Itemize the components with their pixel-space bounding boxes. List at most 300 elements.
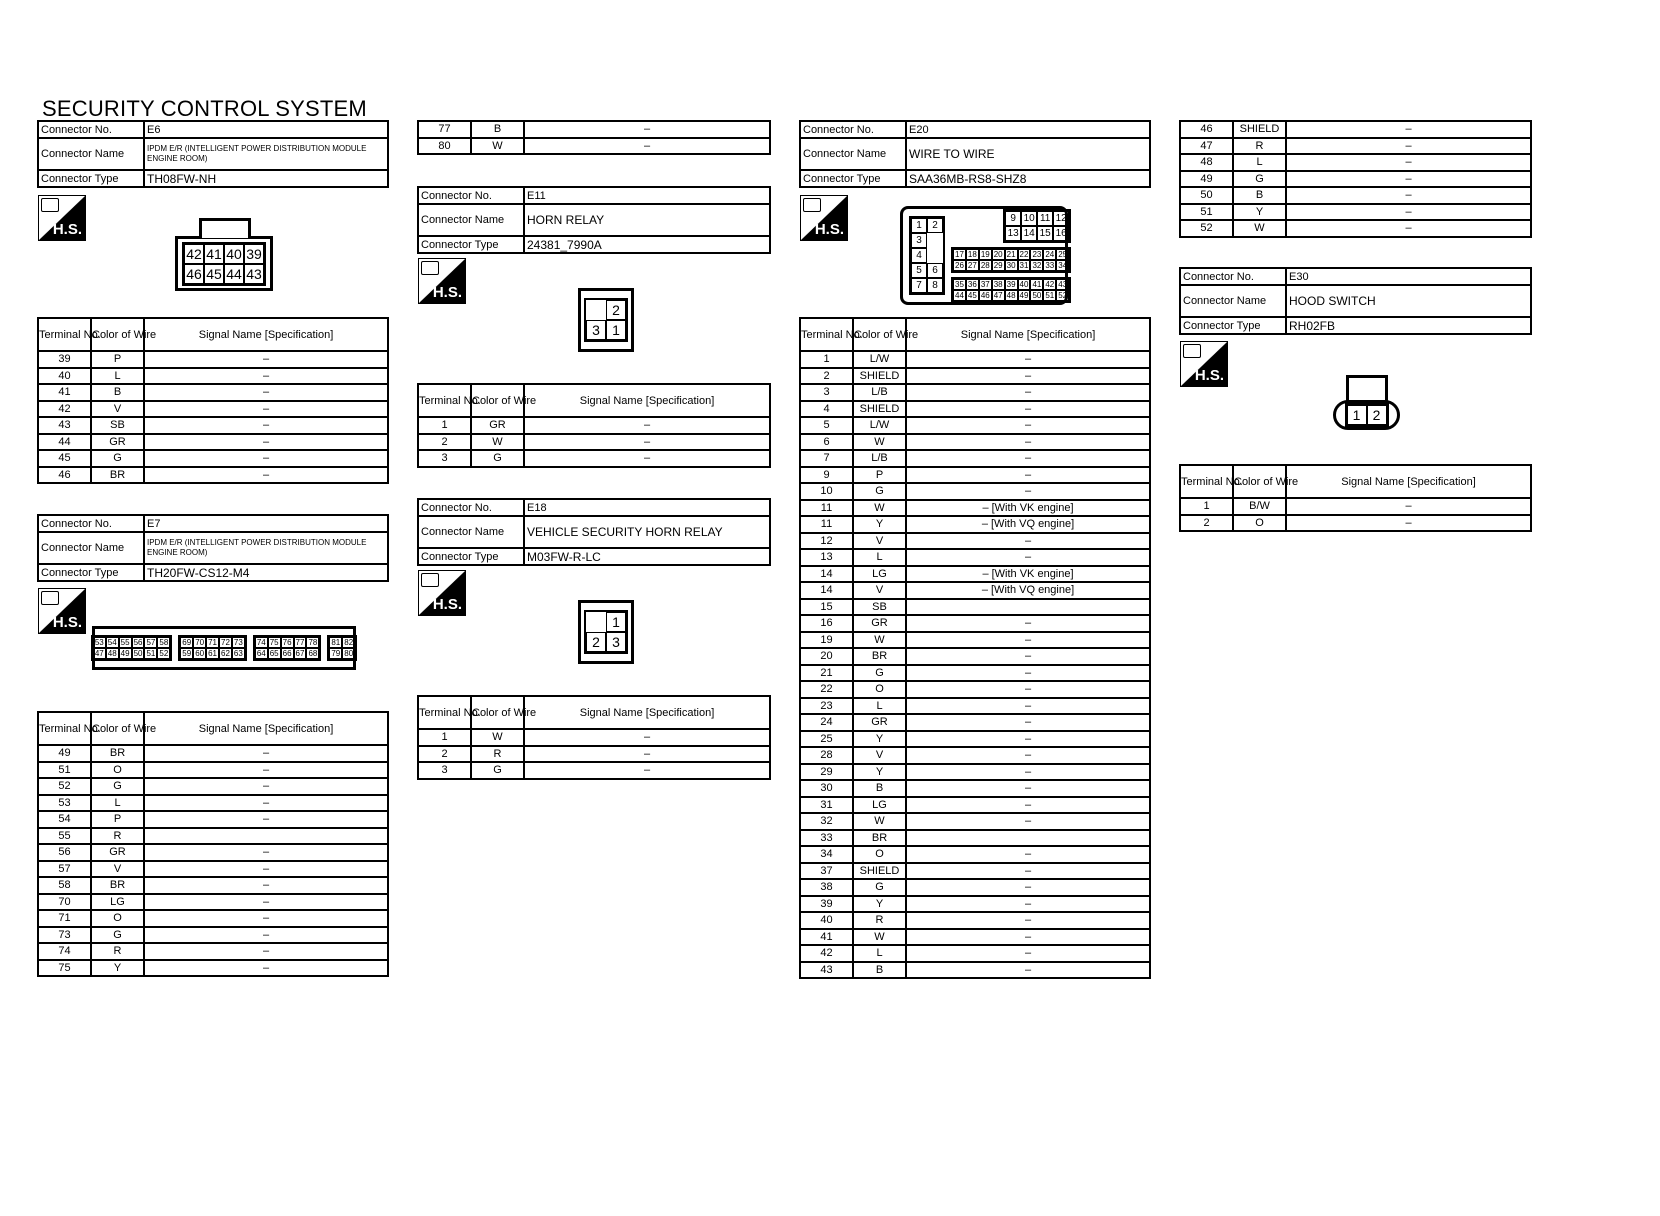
wire-color: L/W: [853, 417, 906, 434]
terminal-no: 51: [38, 762, 91, 779]
pin-3: 3: [586, 320, 606, 340]
signal-name: –: [906, 368, 1150, 385]
connector-type-value: TH08FW-NH: [144, 170, 388, 187]
connector-name-value: WIRE TO WIRE: [906, 138, 1150, 170]
table-row: [800, 665, 1150, 682]
pin-39: 39: [1006, 279, 1016, 289]
connector-type-value: 24381_7990A: [524, 236, 770, 253]
table-row: [38, 450, 388, 467]
table-row: [800, 830, 1150, 847]
table-row: [418, 121, 770, 138]
terminal-no: 73: [38, 927, 91, 944]
signal-name: –: [906, 929, 1150, 946]
wire-color: Y: [853, 764, 906, 781]
table-row: [38, 401, 388, 418]
terminal-no: 39: [38, 351, 91, 368]
connector-no-value: E30: [1286, 268, 1531, 285]
signal-name: –: [144, 434, 388, 451]
terminal-no: 53: [38, 795, 91, 812]
terminal-no: 1: [1180, 498, 1233, 515]
connector-header: [37, 514, 389, 582]
terminal-no: 51: [1180, 204, 1233, 221]
signal-name: –: [906, 764, 1150, 781]
terminal-no: 11: [800, 500, 853, 517]
table-row: [418, 450, 770, 467]
wire-color: W: [1233, 220, 1286, 237]
wire-color: G: [853, 879, 906, 896]
harness-side-label: H.S.: [432, 284, 462, 301]
connector-info-table: [37, 120, 389, 188]
table-row: [800, 879, 1150, 896]
signal-name: [906, 830, 1150, 847]
pin-row: [255, 648, 320, 659]
connector-lock: [199, 218, 251, 238]
connector-no-value: E11: [524, 187, 770, 204]
terminal-no: 12: [800, 533, 853, 550]
pin-8: 8: [927, 278, 943, 293]
terminal-no: 3: [418, 762, 471, 779]
connector-name-label: Connector Name: [418, 204, 524, 236]
pin-55: 55: [120, 638, 130, 647]
pin-5: 5: [911, 263, 927, 278]
wire-color: V: [853, 747, 906, 764]
signal-name: –: [144, 927, 388, 944]
pin-14: 14: [1021, 226, 1037, 241]
wire-color: SB: [91, 417, 144, 434]
terminal-table: [37, 711, 389, 977]
connector-icon: [421, 573, 439, 587]
table-row: [800, 450, 1150, 467]
table-row: [800, 615, 1150, 632]
pin-74: 74: [256, 638, 266, 647]
terminal-no: 70: [38, 894, 91, 911]
terminal-no-header: Terminal No.: [38, 318, 91, 351]
wire-color: L/W: [853, 351, 906, 368]
signal-name: – [With VK engine]: [906, 566, 1150, 583]
terminal-no: 21: [800, 665, 853, 682]
pin-row: [93, 637, 170, 648]
terminal-no: 11: [800, 516, 853, 533]
pin-19: 19: [980, 249, 990, 259]
pin-group: [253, 635, 322, 661]
wire-color: L/B: [853, 450, 906, 467]
terminal-no: 14: [800, 582, 853, 599]
wire-color: GR: [471, 417, 524, 434]
table-row: [800, 780, 1150, 797]
pin-22: 22: [1019, 249, 1029, 259]
pin-70: 70: [195, 638, 205, 647]
connector-name-value: IPDM E/R (INTELLIGENT POWER DISTRIBUTION MODULE ENGINE ROOM): [144, 532, 388, 564]
table-row: [418, 138, 770, 155]
pin-24: 24: [1045, 249, 1055, 259]
terminal-no: 46: [1180, 121, 1233, 138]
terminal-no: 25: [800, 731, 853, 748]
connector-info-table: [799, 120, 1151, 188]
signal-name: –: [906, 434, 1150, 451]
signal-name: –: [906, 747, 1150, 764]
terminal-no: 34: [800, 846, 853, 863]
terminal-no: 40: [38, 368, 91, 385]
signal-name: –: [906, 384, 1150, 401]
connector-name-label: Connector Name: [800, 138, 906, 170]
terminal-no: 43: [38, 417, 91, 434]
signal-name: –: [906, 632, 1150, 649]
pin-26: 26: [955, 260, 964, 270]
pin-group: [1003, 209, 1071, 243]
terminal-no: 3: [800, 384, 853, 401]
table-row: [38, 778, 388, 795]
pin-row: [586, 632, 626, 652]
connector-no-value: E7: [144, 515, 388, 532]
table-row: [38, 467, 388, 484]
signal-name: –: [906, 912, 1150, 929]
terminal-no: 2: [418, 434, 471, 451]
table-row: [38, 795, 388, 812]
pin-2: 2: [606, 300, 626, 320]
terminal-no: 15: [800, 599, 853, 616]
pin-1: 1: [911, 218, 927, 233]
table-row: [800, 401, 1150, 418]
pin-9: 9: [1005, 211, 1021, 226]
wire-color-header: Color of Wire: [471, 384, 524, 417]
terminal-table: [1179, 464, 1532, 532]
wire-color: G: [1233, 171, 1286, 188]
signal-name: –: [524, 417, 770, 434]
pin-51: 51: [146, 649, 156, 658]
terminal-no: 55: [38, 828, 91, 845]
wire-color: R: [471, 746, 524, 763]
wire-color: GR: [91, 434, 144, 451]
terminal-no-header: Terminal No.: [800, 318, 853, 351]
wire-color: LG: [853, 566, 906, 583]
terminal-no: 50: [1180, 187, 1233, 204]
pin-47: 47: [94, 649, 104, 658]
connector-icon: [41, 591, 59, 605]
pin-row: [1005, 226, 1069, 241]
wire-color: O: [91, 762, 144, 779]
terminal-no: 74: [38, 943, 91, 960]
wire-color: V: [91, 401, 144, 418]
terminal-no-header: Terminal No.: [38, 712, 91, 745]
wire-color: L/B: [853, 384, 906, 401]
wire-color: LG: [91, 894, 144, 911]
pin-20: 20: [993, 249, 1003, 259]
wire-color: B: [853, 962, 906, 979]
wire-color: BR: [91, 877, 144, 894]
table-row: [38, 384, 388, 401]
terminal-no: 29: [800, 764, 853, 781]
terminal-no: 48: [1180, 154, 1233, 171]
pin-group: [584, 610, 628, 654]
pin-48: 48: [107, 649, 117, 658]
terminal-table-grid: [417, 695, 771, 780]
connector-no-label: Connector No.: [800, 121, 906, 138]
signal-name: –: [906, 648, 1150, 665]
table-row: [800, 632, 1150, 649]
signal-name: –: [144, 762, 388, 779]
terminal-no: 28: [800, 747, 853, 764]
table-row: [1180, 121, 1531, 138]
signal-name: –: [144, 384, 388, 401]
wire-color: O: [1233, 515, 1286, 532]
connector-type-label: Connector Type: [38, 564, 144, 581]
wire-color: L: [853, 945, 906, 962]
wire-color: SHIELD: [853, 368, 906, 385]
signal-name: [906, 599, 1150, 616]
connector-type-value: RH02FB: [1286, 317, 1531, 334]
connector-diagram: [92, 626, 356, 670]
wire-color: V: [91, 861, 144, 878]
signal-name-header: Signal Name [Specification]: [144, 712, 388, 745]
signal-name: –: [1286, 154, 1531, 171]
wire-color: BR: [91, 745, 144, 762]
pin-49: 49: [1019, 290, 1029, 300]
pin-row: [1005, 211, 1069, 226]
table-row: [800, 896, 1150, 913]
wire-color: BR: [91, 467, 144, 484]
connector-diagram: [175, 236, 273, 291]
signal-name: –: [524, 746, 770, 763]
wire-color: B: [853, 780, 906, 797]
signal-name: –: [524, 138, 770, 155]
terminal-no: 80: [418, 138, 471, 155]
connector-header: [417, 186, 771, 254]
pin-77: 77: [295, 638, 305, 647]
terminal-no: 39: [800, 896, 853, 913]
pin-group: [178, 635, 247, 661]
signal-name-header: Signal Name [Specification]: [524, 696, 770, 729]
wire-color-header: Color of Wire: [91, 712, 144, 745]
terminal-no: 37: [800, 863, 853, 880]
pin-76: 76: [282, 638, 292, 647]
pin-61: 61: [208, 649, 217, 658]
table-row: [1180, 498, 1531, 515]
pin-63: 63: [233, 649, 243, 658]
terminal-no: 52: [1180, 220, 1233, 237]
wire-color: Y: [91, 960, 144, 977]
table-row: [38, 927, 388, 944]
terminal-table: [417, 695, 771, 780]
connector-type-label: Connector Type: [38, 170, 144, 187]
terminal-no: 1: [800, 351, 853, 368]
pin-row: [953, 290, 1069, 301]
pin-52: 52: [159, 649, 169, 658]
connector-header: [1179, 267, 1532, 335]
signal-name: –: [906, 731, 1150, 748]
pin-44: 44: [224, 264, 244, 284]
signal-name: –: [144, 844, 388, 861]
pin-37: 37: [980, 279, 990, 289]
pin-44: 44: [955, 290, 964, 300]
pin-11: 11: [1037, 211, 1053, 226]
connector-name-value: VEHICLE SECURITY HORN RELAY: [524, 516, 770, 548]
table-row: [800, 731, 1150, 748]
connector-type-label: Connector Type: [1180, 317, 1286, 334]
wire-color: G: [91, 927, 144, 944]
wire-color: G: [471, 450, 524, 467]
pin-32: 32: [1032, 260, 1042, 270]
pin-28: 28: [980, 260, 990, 270]
terminal-no: 2: [1180, 515, 1233, 532]
pin-row: [1347, 405, 1387, 425]
pin-group: [951, 277, 1071, 303]
terminal-no: 77: [418, 121, 471, 138]
pin-72: 72: [221, 638, 230, 647]
signal-name: –: [144, 795, 388, 812]
terminal-no: 19: [800, 632, 853, 649]
signal-name: –: [906, 879, 1150, 896]
signal-name: – [With VK engine]: [906, 500, 1150, 517]
connector-icon: [41, 198, 59, 212]
signal-name: –: [1286, 187, 1531, 204]
wire-color: L: [91, 368, 144, 385]
pin-56: 56: [133, 638, 143, 647]
pin-row: [180, 637, 245, 648]
wire-color: P: [91, 811, 144, 828]
signal-name: –: [524, 450, 770, 467]
table-row: [800, 500, 1150, 517]
connector-type-value: M03FW-R-LC: [524, 548, 770, 565]
signal-name: –: [906, 665, 1150, 682]
pin-row: [586, 300, 626, 320]
table-row: [38, 894, 388, 911]
wire-color: W: [853, 434, 906, 451]
connector-no-label: Connector No.: [418, 499, 524, 516]
pin-25: 25: [1058, 249, 1068, 259]
signal-name: – [With VQ engine]: [906, 582, 1150, 599]
wire-color: G: [853, 483, 906, 500]
table-row: [800, 863, 1150, 880]
harness-side-icon: [418, 570, 466, 616]
wire-color: GR: [853, 714, 906, 731]
wire-color: L: [1233, 154, 1286, 171]
signal-name-header: Signal Name [Specification]: [906, 318, 1150, 351]
signal-name: –: [906, 714, 1150, 731]
pin-80: 80: [344, 649, 354, 658]
wire-color: O: [853, 846, 906, 863]
pin-row: [255, 637, 320, 648]
terminal-no: 16: [800, 615, 853, 632]
table-row: [1180, 171, 1531, 188]
terminal-table-continued: [417, 120, 771, 155]
pin-34: 34: [1058, 260, 1068, 270]
connector-type-value: TH20FW-CS12-M4: [144, 564, 388, 581]
connector-no-value: E20: [906, 121, 1150, 138]
table-row: [800, 483, 1150, 500]
signal-name: –: [906, 417, 1150, 434]
table-row: [1180, 154, 1531, 171]
table-row: [800, 747, 1150, 764]
harness-side-icon: [800, 195, 848, 241]
pin-row: [953, 279, 1069, 290]
table-row: [800, 912, 1150, 929]
signal-name-header: Signal Name [Specification]: [144, 318, 388, 351]
pin-65: 65: [269, 649, 279, 658]
wire-color-header: Color of Wire: [91, 318, 144, 351]
pin-15: 15: [1037, 226, 1053, 241]
pin-row: [953, 249, 1069, 260]
signal-name: –: [144, 960, 388, 977]
wire-color: G: [471, 762, 524, 779]
signal-name: –: [906, 533, 1150, 550]
harness-side-icon: [38, 195, 86, 241]
table-row: [800, 417, 1150, 434]
pin-30: 30: [1006, 260, 1016, 270]
table-row: [800, 929, 1150, 946]
signal-name: –: [144, 351, 388, 368]
connector-name-label: Connector Name: [38, 138, 144, 170]
signal-name: –: [906, 896, 1150, 913]
pin-45: 45: [967, 290, 977, 300]
table-row: [800, 945, 1150, 962]
pin-59: 59: [182, 649, 192, 658]
connector-no-value: E18: [524, 499, 770, 516]
wire-color: W: [471, 138, 524, 155]
terminal-no: 58: [38, 877, 91, 894]
harness-side-label: H.S.: [432, 596, 462, 613]
wire-color: B/W: [1233, 498, 1286, 515]
terminal-no: 47: [1180, 138, 1233, 155]
table-row: [38, 943, 388, 960]
pin-row: [911, 263, 943, 278]
wire-color: W: [853, 632, 906, 649]
pin-18: 18: [967, 249, 977, 259]
terminal-no: 13: [800, 549, 853, 566]
terminal-no-header: Terminal No.: [418, 696, 471, 729]
terminal-no: 52: [38, 778, 91, 795]
wire-color: Y: [853, 896, 906, 913]
wire-color: SHIELD: [1233, 121, 1286, 138]
table-row: [800, 764, 1150, 781]
signal-name: –: [906, 863, 1150, 880]
wire-color: L: [853, 549, 906, 566]
connector-icon: [803, 198, 821, 212]
pin-row: [586, 612, 626, 632]
terminal-no: 41: [38, 384, 91, 401]
terminal-no-header: Terminal No.: [418, 384, 471, 417]
wire-color: W: [853, 500, 906, 517]
pin-7: 7: [911, 278, 927, 293]
pin-41: 41: [1032, 279, 1042, 289]
harness-side-label: H.S.: [52, 614, 82, 631]
terminal-no: 4: [800, 401, 853, 418]
wire-color-header: Color of Wire: [853, 318, 906, 351]
harness-side-icon: [1180, 341, 1228, 387]
table-row: [418, 746, 770, 763]
terminal-no: 40: [800, 912, 853, 929]
wire-color: W: [471, 729, 524, 746]
pin-row: [911, 233, 943, 248]
table-row: [800, 582, 1150, 599]
table-row: [1180, 204, 1531, 221]
table-row: [800, 698, 1150, 715]
signal-name: –: [906, 813, 1150, 830]
pin-46: 46: [980, 290, 990, 300]
table-row: [38, 861, 388, 878]
terminal-no: 33: [800, 830, 853, 847]
signal-name: –: [906, 846, 1150, 863]
harness-side-label: H.S.: [814, 221, 844, 238]
connector-info-table: [1179, 267, 1532, 335]
pin-1: 1: [606, 612, 626, 632]
signal-name: –: [906, 698, 1150, 715]
pin-row: [953, 260, 1069, 271]
table-row: [38, 844, 388, 861]
pin-33: 33: [1045, 260, 1055, 270]
signal-name: – [With VQ engine]: [906, 516, 1150, 533]
connector-info-table: [417, 498, 771, 566]
signal-name: –: [906, 681, 1150, 698]
